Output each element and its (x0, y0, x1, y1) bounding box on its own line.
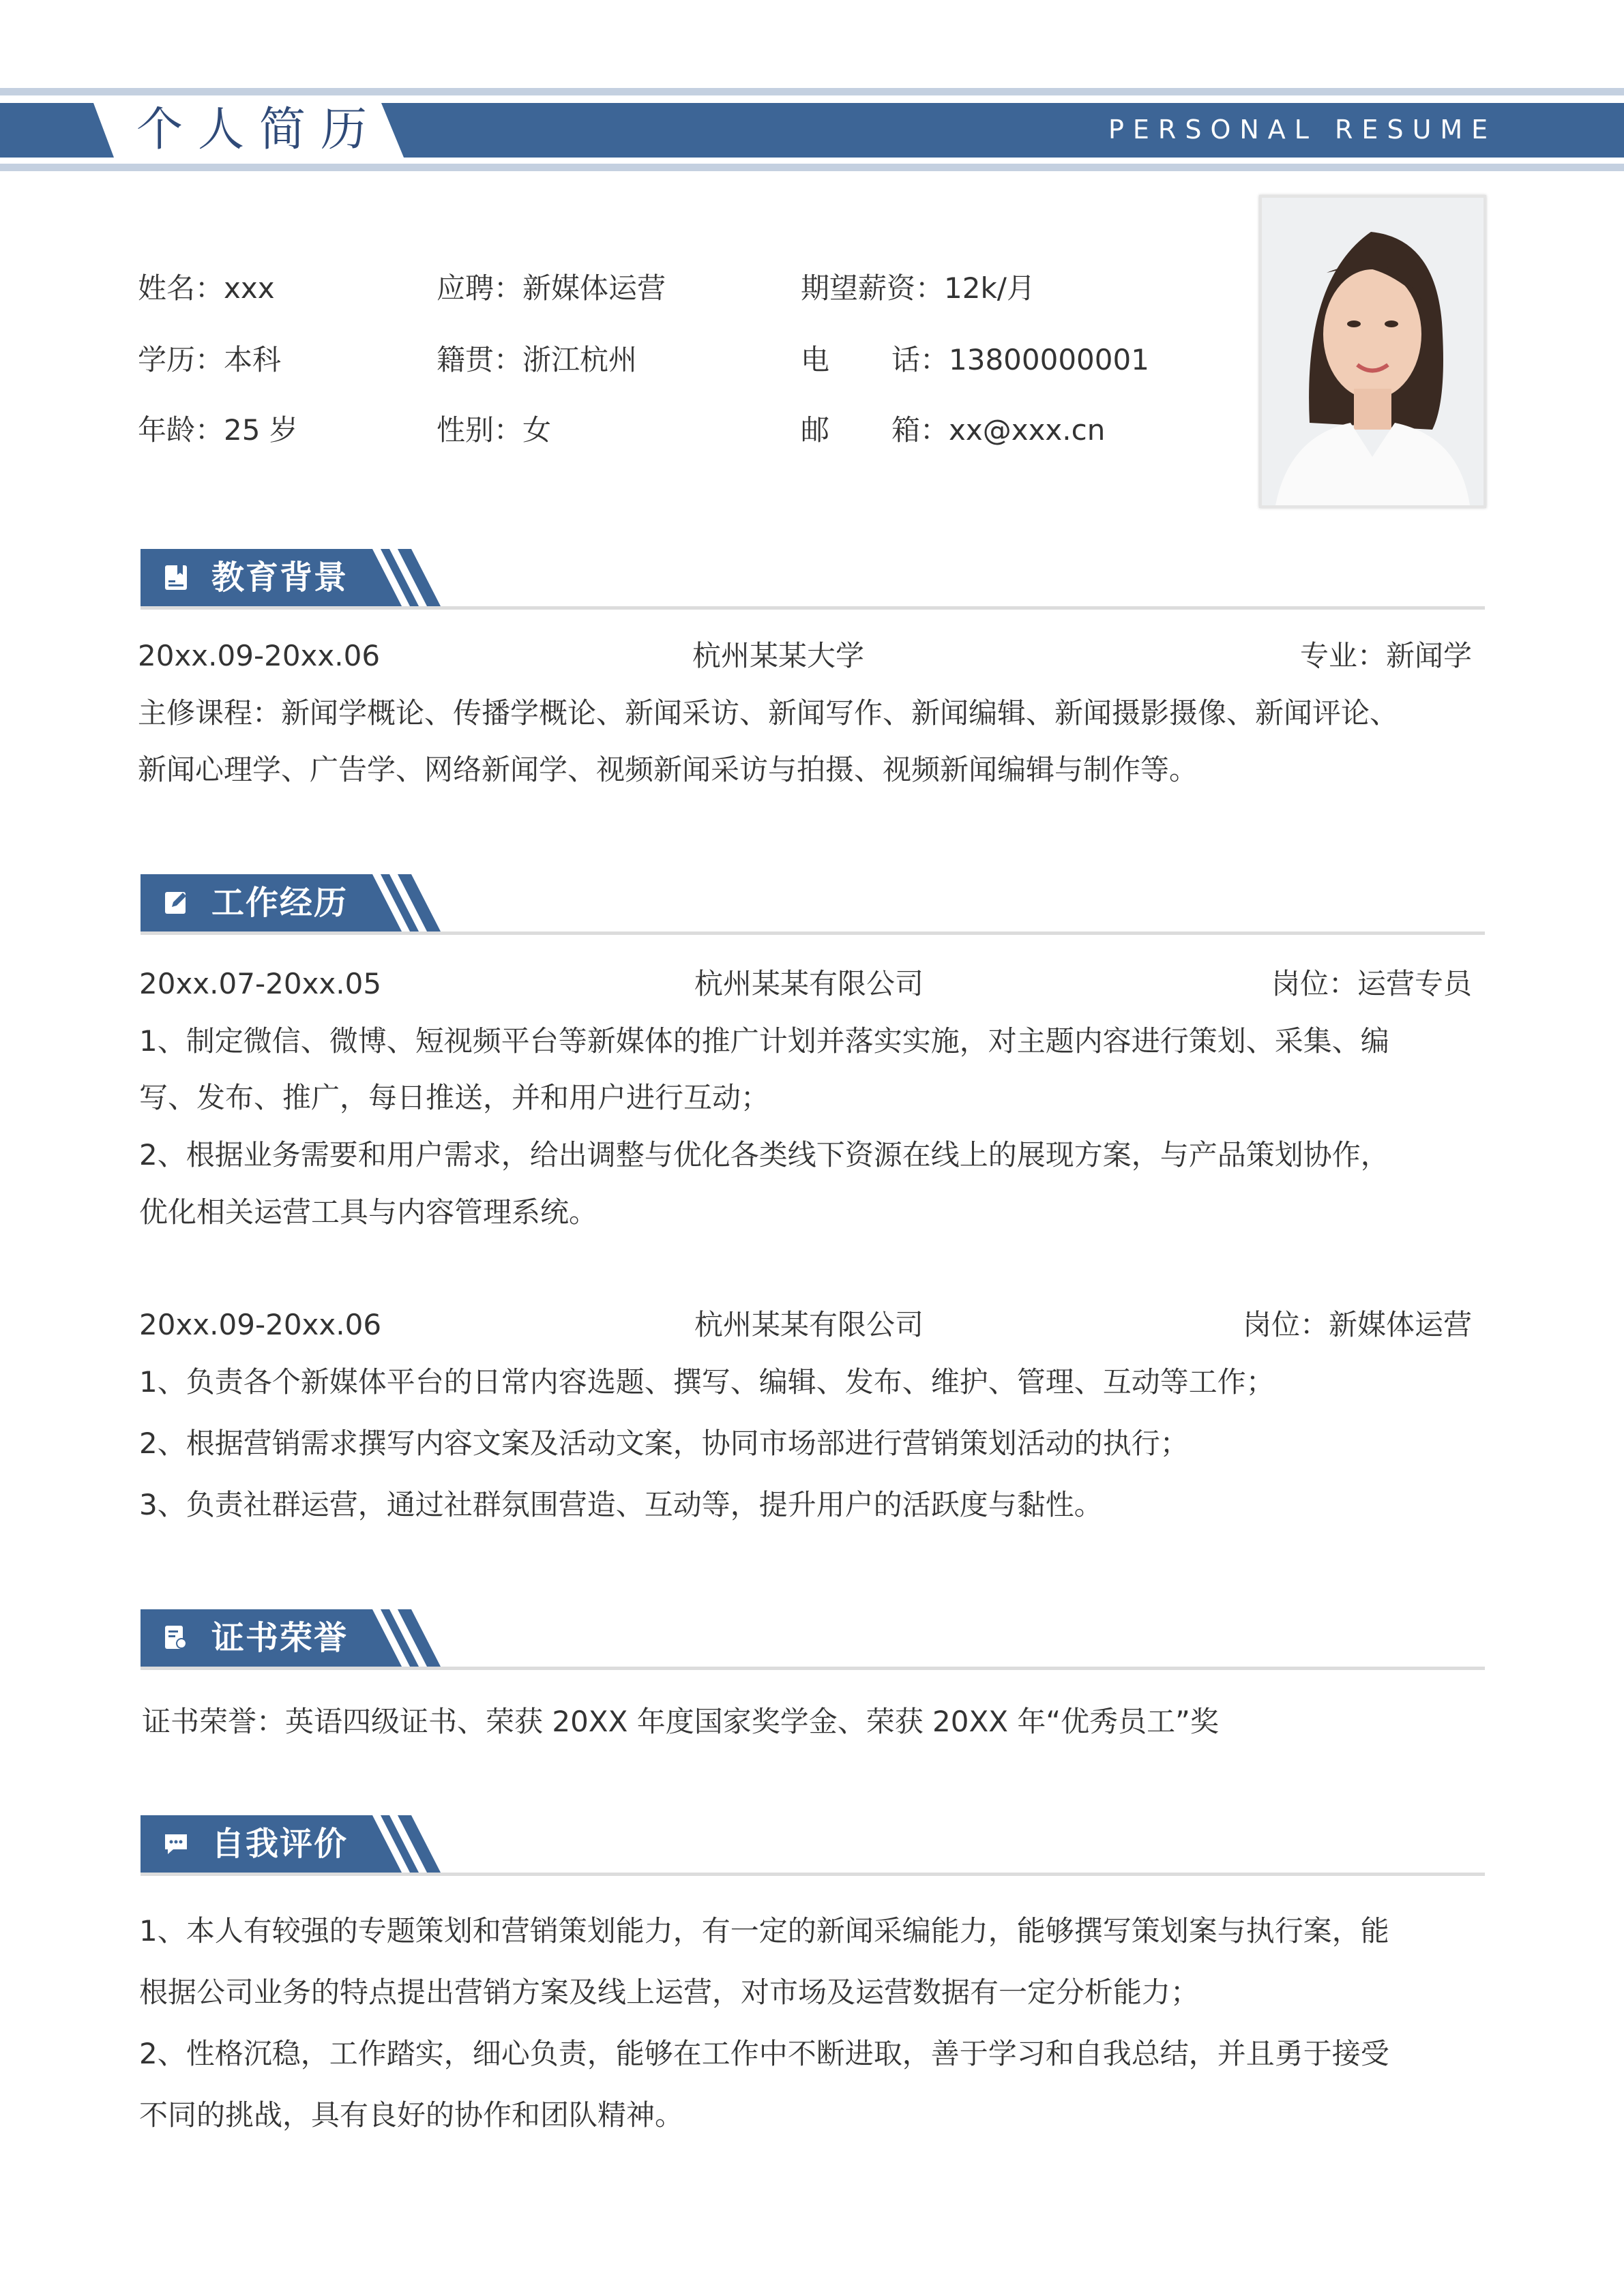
chat-icon (164, 1830, 188, 1858)
header-bottom-band (0, 164, 1624, 171)
education-school: 杭州某某大学 (692, 639, 865, 672)
job-line: 2、根据业务需要和用户需求，给出调整与优化各类线下资源在线上的展现方案，与产品策划协作， (139, 1138, 1389, 1172)
cert-text: 证书荣誉：英语四级证书、荣获 20XX 年度国家奖学金、荣获 20XX 年“优秀员工”奖 (142, 1705, 1219, 1738)
job-line: 2、根据营销需求撰写内容文案及活动文案，协同市场部进行营销策划活动的执行； (139, 1427, 1189, 1460)
section-divider (141, 931, 1485, 935)
self-line: 2、性格沉稳，工作踏实，细心负责，能够在工作中不断进取，善于学习和自我总结，并且勇于接受 (139, 2037, 1389, 2070)
section-header-work (141, 874, 441, 931)
self-line: 1、本人有较强的专题策划和营销策划能力，有一定的新闻采编能力，能够撰写策划案与执行案，能 (139, 1914, 1389, 1948)
section-divider (141, 1873, 1485, 1876)
education-line: 主修课程：新闻学概论、传播学概论、新闻采访、新闻写作、新闻编辑、新闻摄影摄像、新闻评论、 (138, 696, 1399, 730)
job-line: 3、负责社群运营，通过社群氛围营造、互动等，提升用户的活跃度与黏性。 (139, 1488, 1103, 1521)
header-top-band (0, 88, 1624, 95)
job-company: 杭州某某有限公司 (694, 967, 924, 1000)
job-line: 优化相关运营工具与内容管理系统。 (139, 1195, 598, 1229)
job-date: 20xx.09-20xx.06 (139, 1308, 382, 1341)
page-subtitle: PERSONAL RESUME (1108, 115, 1497, 145)
certificate-icon (164, 1624, 188, 1652)
info-phone-label: 电 (801, 343, 830, 376)
job-position: 岗位：运营专员 (1271, 967, 1472, 1000)
info-age: 年龄：25 岁 (138, 413, 298, 447)
self-line: 根据公司业务的特点提出营销方案及线上运营，对市场及运营数据有一定分析能力； (139, 1976, 1200, 2009)
self-line: 不同的挑战，具有良好的协作和团队精神。 (139, 2098, 684, 2132)
section-divider (141, 606, 1485, 610)
job-date: 20xx.07-20xx.05 (139, 967, 382, 1000)
edit-icon (164, 889, 188, 916)
section-header-education (141, 549, 441, 606)
info-email-label: 邮 (801, 413, 830, 447)
section-header-self (141, 1815, 441, 1873)
section-title: 教育背景 (211, 558, 349, 597)
info-education: 学历：本科 (138, 343, 282, 376)
education-line: 新闻心理学、广告学、网络新闻学、视频新闻采访与拍摄、视频新闻编辑与制作等。 (138, 753, 1198, 786)
job-line: 写、发布、推广，每日推送，并和用户进行互动； (139, 1081, 770, 1114)
section-header-cert (141, 1609, 441, 1667)
section-title: 证书荣誉 (211, 1619, 349, 1657)
education-date: 20xx.09-20xx.06 (138, 639, 381, 672)
info-origin: 籍贯：浙江杭州 (437, 343, 638, 376)
job-line: 1、负责各个新媒体平台的日常内容选题、撰写、编辑、发布、维护、管理、互动等工作； (139, 1365, 1275, 1399)
education-major: 专业：新闻学 (1299, 639, 1472, 672)
section-divider (141, 1667, 1485, 1670)
page-title: 个人简历 (136, 103, 383, 157)
info-phone: 话：13800000001 (891, 343, 1149, 376)
info-salary: 期望薪资：12k/月 (801, 271, 1035, 305)
info-apply: 应聘：新媒体运营 (437, 271, 666, 305)
job-line: 1、制定微信、微博、短视频平台等新媒体的推广计划并落实实施，对主题内容进行策划、采集、编 (139, 1024, 1389, 1058)
info-email: 箱：xx@xxx.cn (891, 413, 1106, 447)
section-title: 工作经历 (211, 884, 349, 922)
info-name: 姓名：xxx (138, 271, 275, 305)
job-position: 岗位：新媒体运营 (1242, 1308, 1472, 1341)
section-title: 自我评价 (211, 1825, 349, 1863)
profile-photo (1259, 195, 1486, 508)
info-gender: 性别：女 (437, 413, 552, 447)
job-company: 杭州某某有限公司 (694, 1308, 924, 1341)
book-icon (164, 564, 188, 591)
